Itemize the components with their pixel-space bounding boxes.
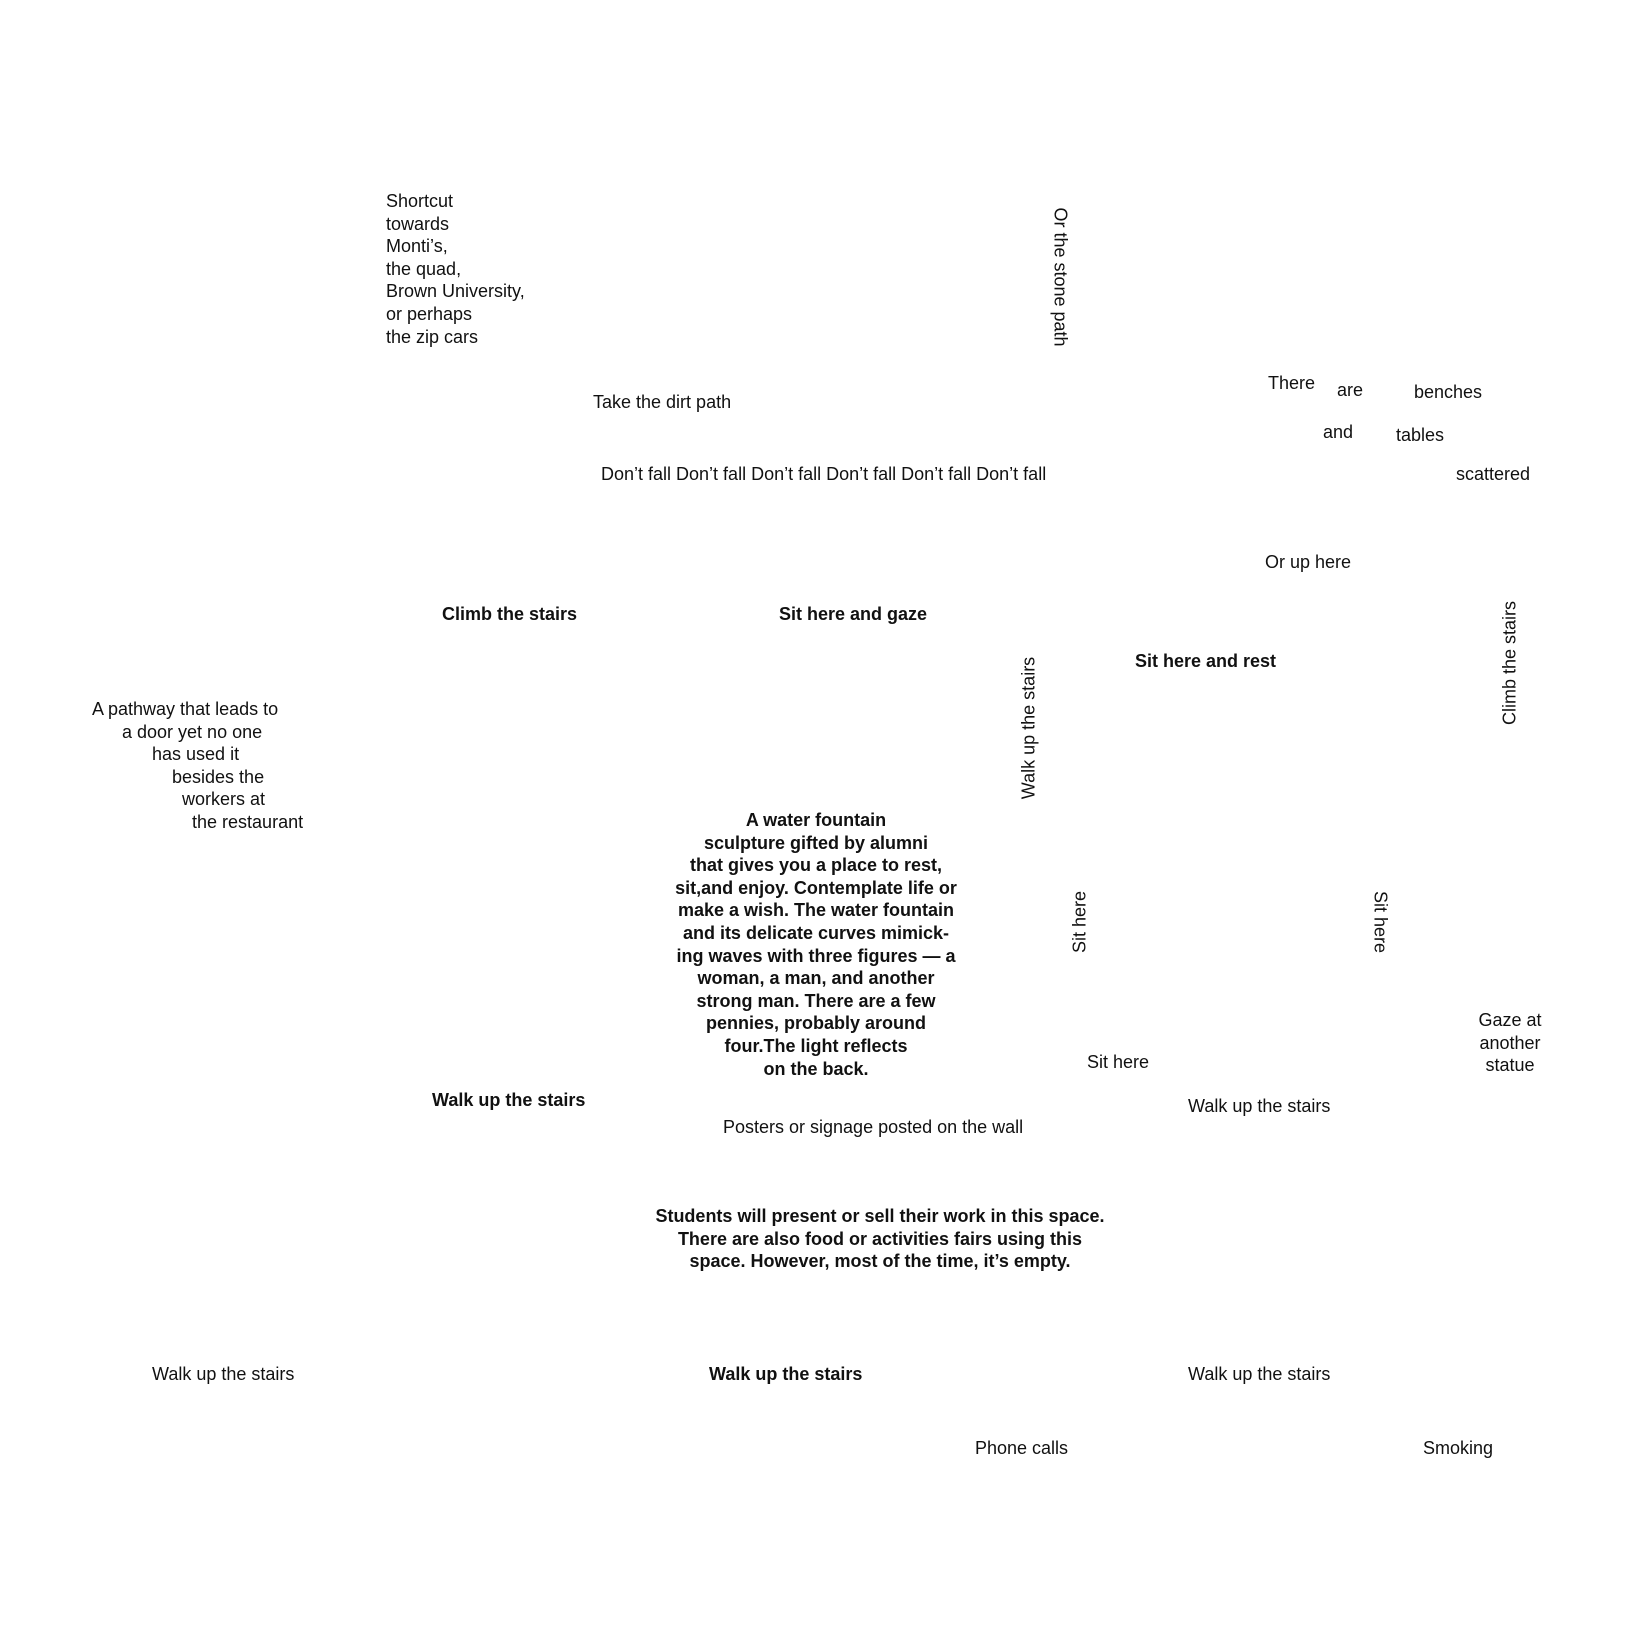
smoking-label: Smoking: [1423, 1438, 1494, 1458]
fountain-note: A water fountain sculpture gifted by alumni that gives you a place to rest, sit,and enjoy. Contemplate life or make a wish. The water fountain and its delicate curves mimick- ing waves with three figures — a woman, a man, and another strong man. There are a few pennies, probably around four.The light reflects on the back.: [675, 810, 957, 1079]
scattered-word-tables: tables: [1396, 425, 1445, 445]
scattered-word-benches: benches: [1414, 382, 1483, 402]
walk-up-stairs-label: Walk up the stairs: [432, 1090, 586, 1110]
walk-up-stairs-vertical-label: Walk up the stairs: [1018, 656, 1039, 800]
sit-here-vertical-label: Sit here: [1069, 890, 1090, 954]
walk-up-stairs-bottom-center: Walk up the stairs: [709, 1364, 863, 1384]
climb-stairs-vertical-label: Climb the stairs: [1499, 600, 1520, 726]
phone-calls-label: Phone calls: [975, 1438, 1069, 1458]
sit-here-vertical-label-right: Sit here: [1370, 890, 1391, 954]
dont-fall-label: Don’t fall Don’t fall Don’t fall Don’t fall Don’t fall Don’t fall: [601, 464, 1047, 484]
scattered-word-and: and: [1323, 422, 1354, 442]
walk-up-stairs-label-right: Walk up the stairs: [1188, 1096, 1331, 1116]
walk-up-stairs-bottom-left: Walk up the stairs: [152, 1364, 295, 1384]
students-note: Students will present or sell their work in this space. There are also food or activities fairs using this space. However, most of the time, it’s empty.: [655, 1206, 1105, 1272]
stone-path-label: Or the stone path: [1050, 207, 1071, 347]
shortcut-note: Shortcut towards Monti’s, the quad, Brown University, or perhaps the zip cars: [386, 191, 525, 347]
climb-stairs-label: Climb the stairs: [442, 604, 578, 624]
sit-here-label: Sit here: [1087, 1052, 1150, 1072]
pathway-note: A pathway that leads to a door yet no one has used it besides the workers at the restaurant: [92, 699, 304, 832]
gaze-statue-note: Gaze at another statue: [1478, 1010, 1542, 1076]
sit-here-gaze-label: Sit here and gaze: [779, 604, 928, 624]
scattered-word-are: are: [1337, 380, 1364, 400]
posters-label: Posters or signage posted on the wall: [723, 1117, 1024, 1137]
scattered-word-scattered: scattered: [1456, 464, 1531, 484]
dirt-path-label: Take the dirt path: [593, 392, 732, 412]
sit-here-rest-label: Sit here and rest: [1135, 651, 1277, 671]
walk-up-stairs-bottom-right: Walk up the stairs: [1188, 1364, 1331, 1384]
scattered-word-there: There: [1268, 373, 1316, 393]
or-up-here-label: Or up here: [1265, 552, 1352, 572]
